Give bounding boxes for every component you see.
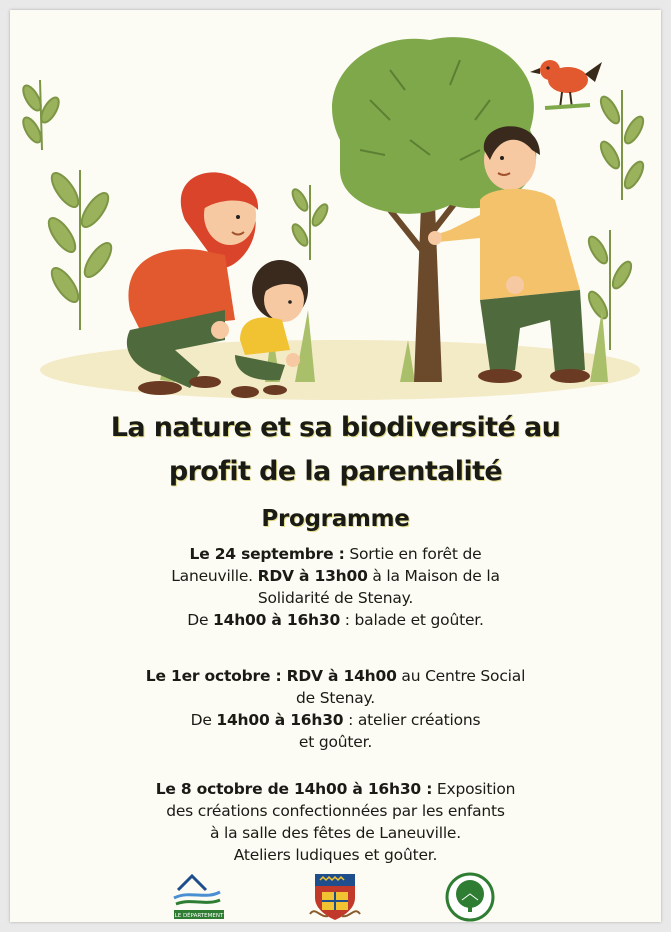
nature-illustration [10,10,661,410]
event-line [10,543,661,565]
leaf-sprig-icon [20,80,62,150]
event-date: Le 24 septembre : [189,545,345,563]
event-text: : atelier créations [343,711,481,729]
leaf-sprig-icon [597,90,646,200]
tree-circle-logo [447,874,493,920]
poster [10,10,661,922]
event-time: RDV à 13h00 [257,567,368,585]
bird-icon [530,60,602,108]
event-time: 14h00 à 16h30 [213,611,341,629]
event-line: à la salle des fêtes de Laneuville. [210,824,461,842]
departement-logo [174,876,224,919]
event-line [10,709,661,731]
stenay-coat-of-arms [310,874,360,920]
event-8-octobre [10,778,661,866]
event-text: Exposition [432,780,516,798]
poster-title-line-2: profit de la parentalité [168,456,503,487]
event-text: : balade et goûter. [340,611,484,629]
event-line [10,665,661,687]
event-text: Sortie en forêt de [344,545,482,563]
event-time: 14h00 à 16h30 [216,711,344,729]
event-text: Laneuville. [171,567,258,585]
event-24-septembre [10,543,661,631]
event-line [10,609,661,631]
partner-logos [10,870,661,922]
leaf-sprig-icon [585,230,634,350]
event-date: Le 8 octobre de 14h00 à 16h30 : [155,780,433,798]
programme-heading: Programme [261,506,410,532]
departement-label: LE DÉPARTEMENT [174,913,224,919]
event-line [10,778,661,800]
event-line: Ateliers ludiques et goûter. [233,846,438,864]
poster-title-line-1: La nature et sa biodiversité au [110,412,561,443]
event-text: à la Maison de la [367,567,500,585]
event-date: Le 1er octobre : RDV à 14h00 [145,667,397,685]
event-line: et goûter. [298,733,373,751]
event-line: Solidarité de Stenay. [257,589,414,607]
event-text: De [190,711,217,729]
event-text: au Centre Social [396,667,526,685]
event-line [10,565,661,587]
event-line: de Stenay. [296,689,375,707]
leaf-sprig-icon [44,169,116,330]
event-1er-octobre [10,665,661,753]
event-line: des créations confectionnées par les enfants [166,802,505,820]
event-text: De [187,611,214,629]
leaf-sprig-icon [290,185,331,260]
